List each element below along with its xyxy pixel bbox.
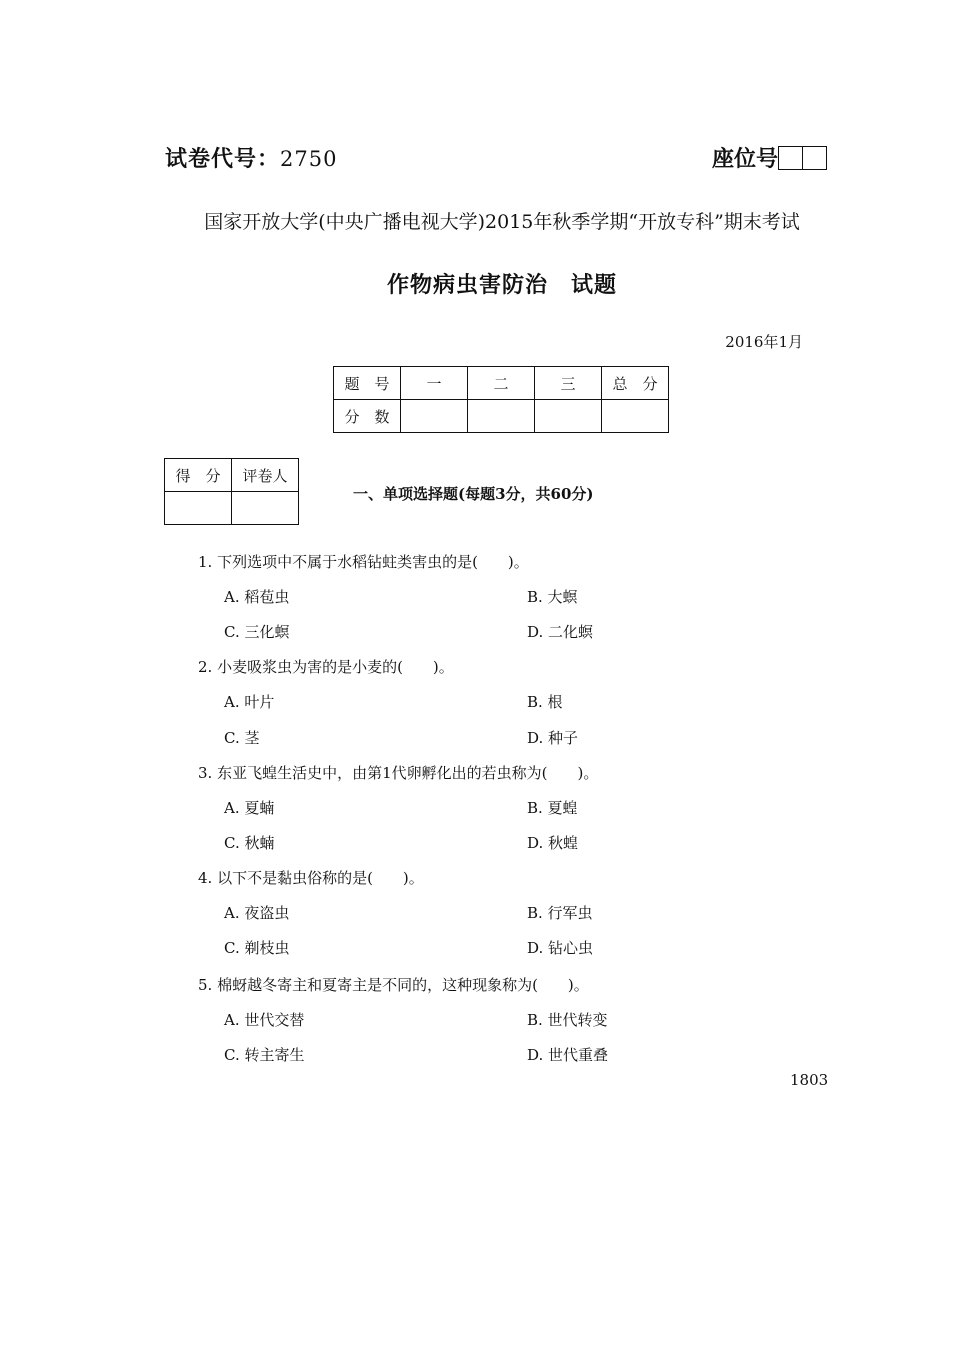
grader-score-cell	[165, 492, 232, 525]
score-header-cell: 二	[468, 367, 535, 400]
option-b: B. 大螟	[527, 588, 578, 606]
seat-number	[712, 142, 827, 173]
question-stem: 2. 小麦吸浆虫为害的是小麦的( )。	[198, 658, 454, 676]
grader-name-header: 评卷人	[232, 459, 299, 492]
score-header-cell: 三	[535, 367, 602, 400]
option-c: C. 秋蝻	[224, 834, 275, 852]
seat-box-2	[803, 146, 827, 170]
university-line: 国家开放大学(中央广播电视大学)2015年秋季学期“开放专科”期末考试	[204, 211, 800, 233]
grader-value-row	[165, 492, 299, 525]
grader-score-header: 得 分	[165, 459, 232, 492]
option-a: A. 世代交替	[224, 1011, 305, 1029]
option-d: D. 世代重叠	[527, 1046, 609, 1064]
seat-number-label: 座位号	[712, 147, 779, 172]
option-b: B. 根	[527, 693, 563, 711]
page-number: 1803	[790, 1071, 829, 1089]
option-a: A. 稻苞虫	[224, 588, 290, 606]
question-stem: 1. 下列选项中不属于水稻钻蛀类害虫的是( )。	[198, 553, 529, 571]
score-table	[333, 366, 669, 433]
option-c: C. 茎	[224, 729, 260, 747]
option-a: A. 夜盗虫	[224, 904, 290, 922]
paper-code	[165, 142, 337, 173]
option-d: D. 二化螟	[527, 623, 594, 641]
score-table-header-row	[334, 367, 669, 400]
score-header-cell: 题 号	[334, 367, 401, 400]
question-stem: 3. 东亚飞蝗生活史中，由第1代卵孵化出的若虫称为( )。	[198, 764, 599, 782]
score-header-cell: 总 分	[602, 367, 669, 400]
score-row-label: 分 数	[334, 400, 401, 433]
grader-table	[164, 458, 299, 525]
exam-title: 作物病虫害防治 试题	[386, 273, 617, 298]
grader-header-row	[165, 459, 299, 492]
option-d: D. 钻心虫	[527, 939, 594, 957]
exam-date: 2016年1月	[725, 333, 803, 351]
option-c: C. 转主寄生	[224, 1046, 305, 1064]
option-d: D. 种子	[527, 729, 579, 747]
question-stem: 5. 棉蚜越冬寄主和夏寄主是不同的，这种现象称为( )。	[198, 976, 589, 994]
grader-name-cell	[232, 492, 299, 525]
option-a: A. 夏蝻	[224, 799, 275, 817]
score-cell	[535, 400, 602, 433]
option-c: C. 剃枝虫	[224, 939, 290, 957]
section-title: 一、单项选择题(每题3分，共60分)	[353, 485, 594, 503]
score-cell	[401, 400, 468, 433]
option-b: B. 夏蝗	[527, 799, 578, 817]
seat-box-1	[778, 146, 803, 170]
score-table-value-row	[334, 400, 669, 433]
score-cell	[602, 400, 669, 433]
option-b: B. 世代转变	[527, 1011, 608, 1029]
option-c: C. 三化螟	[224, 623, 290, 641]
score-header-cell: 一	[401, 367, 468, 400]
paper-code-label: 试卷代号：	[165, 147, 281, 172]
score-cell	[468, 400, 535, 433]
option-b: B. 行军虫	[527, 904, 593, 922]
option-d: D. 秋蝗	[527, 834, 579, 852]
option-a: A. 叶片	[224, 693, 275, 711]
paper-code-value: 2750	[280, 147, 338, 171]
question-stem: 4. 以下不是黏虫俗称的是( )。	[198, 869, 424, 887]
